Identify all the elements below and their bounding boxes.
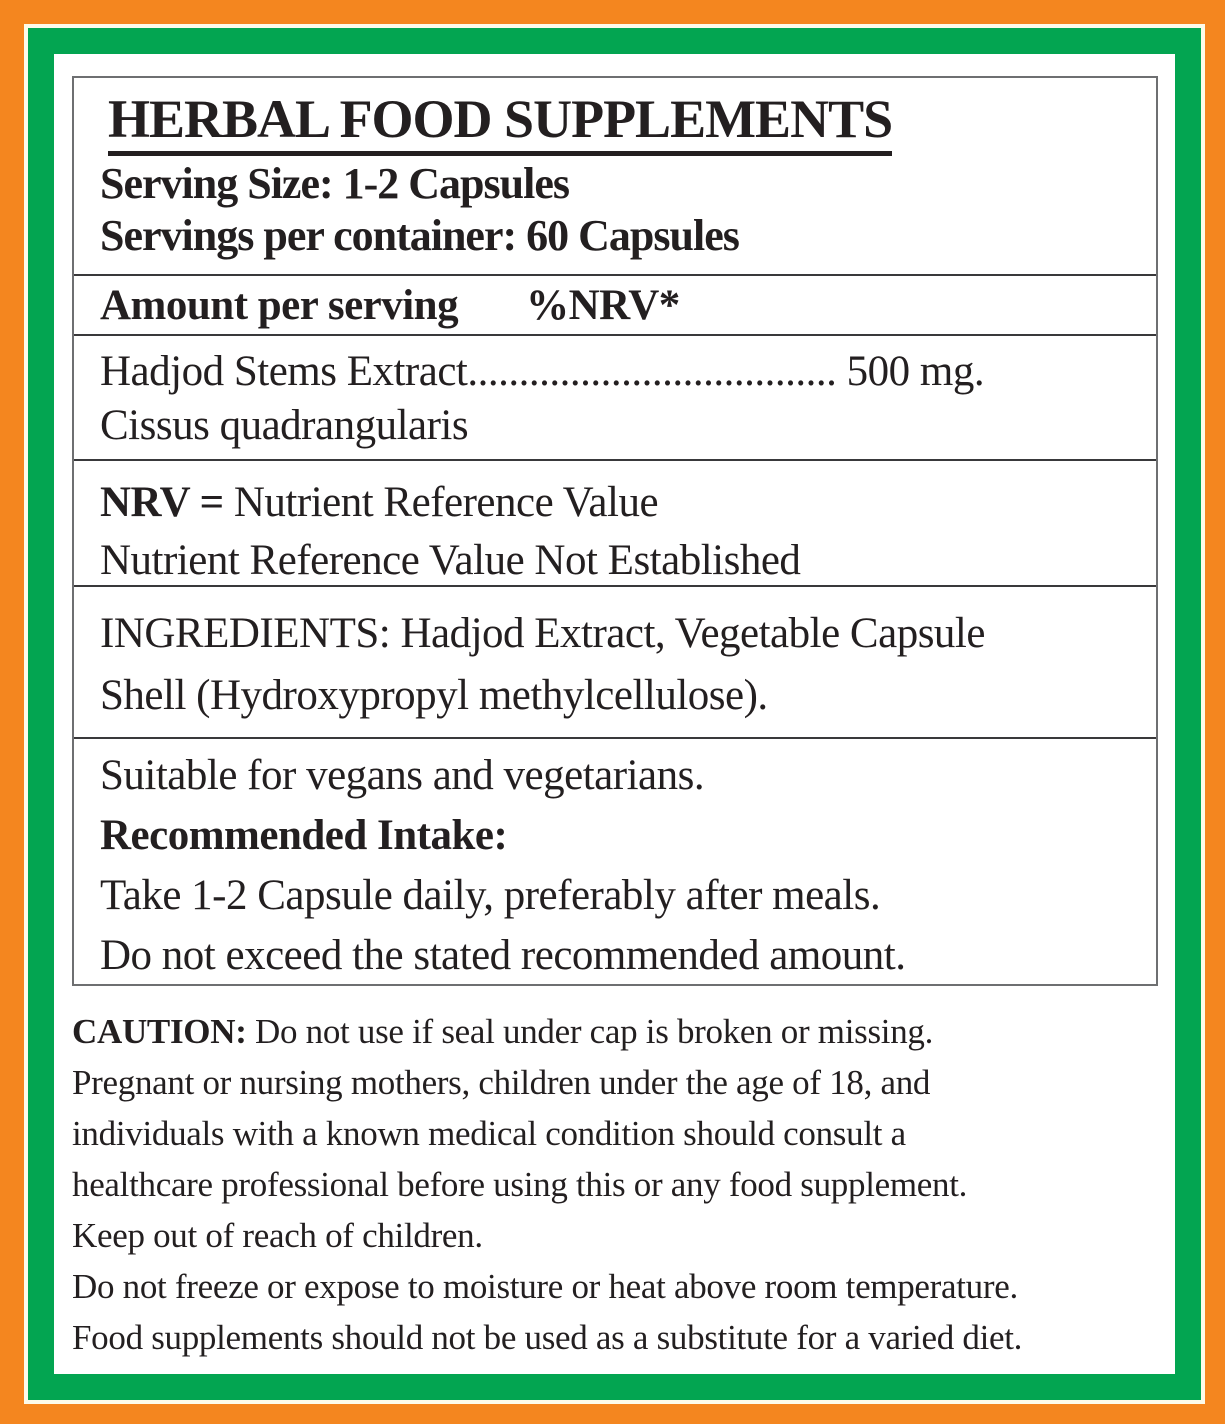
intake-line-2: Do not exceed the stated recommended amount. [100, 932, 906, 979]
nrv-definition-line [100, 474, 1146, 532]
ingredients-line-1: INGREDIENTS: Hadjod Extract, Vegetable Capsule [100, 610, 985, 657]
nrv-abbreviation: NRV = [100, 479, 224, 526]
caution-block [72, 1006, 1182, 1363]
label-content-area [54, 54, 1175, 1374]
caution-line-6: Do not freeze or expose to moisture or heat above room temperature. [72, 1267, 1018, 1306]
nrv-note-row [74, 459, 1156, 585]
panel-title: HERBAL FOOD SUPPLEMENTS [108, 90, 892, 156]
caution-line-4: healthcare professional before using this or any food supplement. [72, 1165, 968, 1204]
inner-green-border [28, 28, 1201, 1400]
intake-line-1: Take 1-2 Capsule daily, preferably after meals. [100, 872, 881, 919]
caution-line-3: individuals with a known medical condition should consult a [72, 1114, 906, 1153]
servings-per-container-line: Servings per container: 60 Capsules [100, 211, 739, 260]
caution-line-7: Food supplements should not be used as a substitute for a varied diet. [72, 1318, 1023, 1357]
amount-per-serving-label: Amount per serving [100, 282, 459, 329]
caution-line-2: Pregnant or nursing mothers, children under the age of 18, and [72, 1063, 931, 1102]
thin-separator-line [24, 24, 1205, 1404]
header-row [74, 78, 1156, 274]
ingredient-amount: 500 mg. [836, 348, 985, 395]
serving-size-line: Serving Size: 1-2 Capsules [100, 159, 569, 208]
caution-line-1-text: Do not use if seal under cap is broken or missing. [246, 1012, 934, 1051]
amount-per-serving-row [74, 274, 1156, 334]
supplement-facts-panel [72, 76, 1158, 986]
caution-label: CAUTION: [72, 1012, 247, 1051]
nrv-definition: Nutrient Reference Value [223, 479, 659, 526]
recommended-intake-heading: Recommended Intake: [100, 812, 508, 859]
nrv-not-established-line: Nutrient Reference Value Not Established [100, 537, 801, 584]
caution-line-1 [72, 1006, 1182, 1057]
ingredients-line-2: Shell (Hydroxypropyl methylcellulose). [100, 672, 768, 719]
nrv-column-label: %NRV* [526, 282, 680, 329]
caution-line-5: Keep out of reach of children. [72, 1216, 483, 1255]
dot-leader: .................................... [467, 348, 837, 395]
ingredient-name: Hadjod Stems Extract [100, 348, 468, 395]
botanical-name: Cissus quadrangularis [100, 402, 469, 449]
usage-row [74, 737, 1156, 984]
suitable-line: Suitable for vegans and vegetarians. [100, 752, 705, 799]
ingredients-row [74, 585, 1156, 737]
ingredient-amount-row [74, 334, 1156, 459]
ingredient-line [100, 345, 1146, 399]
